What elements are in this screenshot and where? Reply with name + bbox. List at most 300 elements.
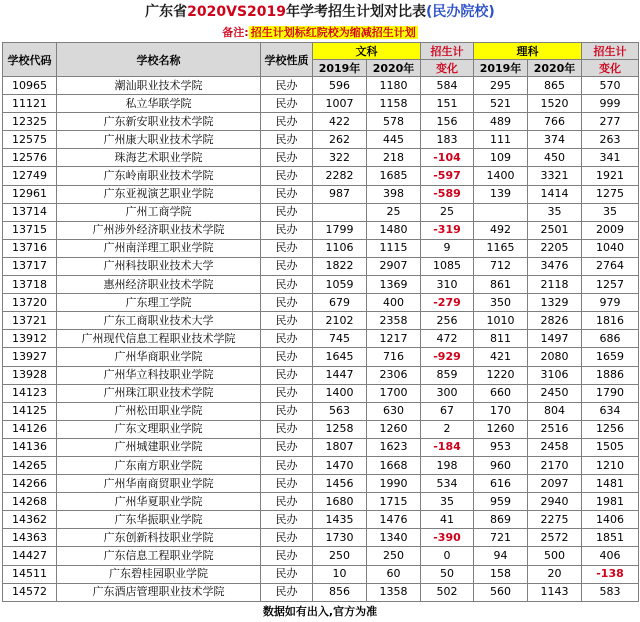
header-like-2019: 2019年 [474, 60, 528, 77]
cell-name: 珠海艺术职业学院 [57, 149, 261, 167]
cell-like-2020: 2170 [528, 456, 582, 474]
cell-type: 民办 [261, 565, 313, 583]
cell-wenke-2019: 679 [313, 294, 367, 312]
cell-like-2019: 1400 [474, 167, 528, 185]
cell-name: 广东理工学院 [57, 294, 261, 312]
cell-wenke-2020: 1623 [367, 438, 421, 456]
cell-type: 民办 [261, 239, 313, 257]
cell-code: 12961 [3, 185, 57, 203]
cell-like-change: 634 [582, 402, 639, 420]
cell-wenke-change: 502 [421, 583, 474, 601]
cell-wenke-2020: 2907 [367, 257, 421, 275]
cell-like-change: 1790 [582, 384, 639, 402]
cell-wenke-2019: 250 [313, 547, 367, 565]
cell-type: 民办 [261, 420, 313, 438]
cell-like-change: 2764 [582, 257, 639, 275]
cell-type: 民办 [261, 167, 313, 185]
table-row [3, 239, 639, 257]
cell-like-2020: 500 [528, 547, 582, 565]
table-row [3, 384, 639, 402]
cell-type: 民办 [261, 475, 313, 493]
cell-code: 12749 [3, 167, 57, 185]
table-row [3, 185, 639, 203]
cell-wenke-2019: 1730 [313, 529, 367, 547]
table-row [3, 131, 639, 149]
title-prefix: 广东省 [145, 4, 188, 20]
cell-wenke-2019: 1447 [313, 366, 367, 384]
cell-wenke-2019: 563 [313, 402, 367, 420]
cell-like-2020: 2501 [528, 221, 582, 239]
cell-name: 广州华南商贸职业学院 [57, 475, 261, 493]
cell-like-2020: 2450 [528, 384, 582, 402]
cell-code: 10965 [3, 77, 57, 95]
header-wenke-change-top: 招生计 [421, 43, 474, 60]
cell-type: 民办 [261, 257, 313, 275]
cell-code: 14362 [3, 511, 57, 529]
cell-wenke-2020: 1715 [367, 493, 421, 511]
cell-wenke-2019: 1400 [313, 384, 367, 402]
cell-like-2019: 959 [474, 493, 528, 511]
cell-wenke-2019: 1807 [313, 438, 367, 456]
cell-like-change: 1921 [582, 167, 639, 185]
header-wenke: 文科 [313, 43, 421, 60]
cell-type: 民办 [261, 294, 313, 312]
cell-wenke-2019: 745 [313, 330, 367, 348]
cell-wenke-change: 310 [421, 276, 474, 294]
cell-wenke-2020: 1217 [367, 330, 421, 348]
header-wenke-2019: 2019年 [313, 60, 367, 77]
cell-like-2020: 2940 [528, 493, 582, 511]
cell-like-change: 1886 [582, 366, 639, 384]
cell-like-2020: 1329 [528, 294, 582, 312]
cell-wenke-2019 [313, 203, 367, 221]
cell-wenke-2020: 218 [367, 149, 421, 167]
cell-wenke-2020: 1685 [367, 167, 421, 185]
cell-like-2020: 2826 [528, 312, 582, 330]
cell-like-change: 570 [582, 77, 639, 95]
header-like: 理科 [474, 43, 582, 60]
cell-wenke-2019: 422 [313, 113, 367, 131]
cell-name: 广东岭南职业技术学院 [57, 167, 261, 185]
cell-like-2020: 3321 [528, 167, 582, 185]
cell-type: 民办 [261, 511, 313, 529]
cell-like-2019: 139 [474, 185, 528, 203]
cell-like-2019: 521 [474, 95, 528, 113]
cell-like-2019: 350 [474, 294, 528, 312]
cell-code: 12576 [3, 149, 57, 167]
cell-like-2019: 170 [474, 402, 528, 420]
cell-wenke-change: 472 [421, 330, 474, 348]
cell-name: 广州华夏职业学院 [57, 493, 261, 511]
cell-like-2019: 616 [474, 475, 528, 493]
cell-name: 私立华联学院 [57, 95, 261, 113]
cell-wenke-change: 9 [421, 239, 474, 257]
table-row [3, 113, 639, 131]
cell-like-2019 [474, 203, 528, 221]
cell-type: 民办 [261, 221, 313, 239]
cell-like-2019: 560 [474, 583, 528, 601]
cell-wenke-2019: 1470 [313, 456, 367, 474]
table-row [3, 583, 639, 601]
header-like-change-bottom: 变化 [582, 60, 639, 77]
cell-wenke-2019: 2282 [313, 167, 367, 185]
cell-name: 广东华振职业学院 [57, 511, 261, 529]
cell-type: 民办 [261, 456, 313, 474]
cell-name: 广东工商职业技术大学 [57, 312, 261, 330]
cell-name: 广州华立科技职业学院 [57, 366, 261, 384]
cell-wenke-change: 2 [421, 420, 474, 438]
cell-name: 惠州经济职业技术学院 [57, 276, 261, 294]
cell-like-2020: 804 [528, 402, 582, 420]
note-line [0, 24, 640, 42]
table-row [3, 547, 639, 565]
cell-code: 14266 [3, 475, 57, 493]
cell-wenke-2019: 856 [313, 583, 367, 601]
cell-wenke-change: -597 [421, 167, 474, 185]
cell-code: 13720 [3, 294, 57, 312]
cell-wenke-2020: 1480 [367, 221, 421, 239]
cell-like-2019: 1165 [474, 239, 528, 257]
header-like-2020: 2020年 [528, 60, 582, 77]
cell-type: 民办 [261, 583, 313, 601]
cell-wenke-2020: 1115 [367, 239, 421, 257]
cell-code: 13721 [3, 312, 57, 330]
table-row [3, 312, 639, 330]
cell-code: 13714 [3, 203, 57, 221]
cell-like-2020: 2275 [528, 511, 582, 529]
cell-wenke-2020: 1158 [367, 95, 421, 113]
cell-wenke-2020: 578 [367, 113, 421, 131]
cell-type: 民办 [261, 185, 313, 203]
cell-like-2019: 111 [474, 131, 528, 149]
cell-wenke-2019: 1456 [313, 475, 367, 493]
cell-code: 14136 [3, 438, 57, 456]
cell-code: 13716 [3, 239, 57, 257]
cell-like-change: 1210 [582, 456, 639, 474]
header-name: 学校名称 [57, 43, 261, 77]
cell-like-change: 1040 [582, 239, 639, 257]
cell-type: 民办 [261, 149, 313, 167]
cell-like-change: 35 [582, 203, 639, 221]
cell-wenke-2020: 1990 [367, 475, 421, 493]
table-row [3, 257, 639, 275]
cell-name: 潮汕职业技术学院 [57, 77, 261, 95]
cell-like-2019: 295 [474, 77, 528, 95]
cell-like-2020: 35 [528, 203, 582, 221]
cell-wenke-2019: 1106 [313, 239, 367, 257]
table-row [3, 149, 639, 167]
cell-type: 民办 [261, 330, 313, 348]
cell-wenke-2020: 1260 [367, 420, 421, 438]
table-row [3, 493, 639, 511]
cell-like-2019: 712 [474, 257, 528, 275]
table-row [3, 77, 639, 95]
cell-like-2019: 721 [474, 529, 528, 547]
cell-like-2020: 2205 [528, 239, 582, 257]
cell-like-change: 1257 [582, 276, 639, 294]
table-row [3, 203, 639, 221]
table-row [3, 167, 639, 185]
cell-type: 民办 [261, 402, 313, 420]
cell-wenke-2020: 2306 [367, 366, 421, 384]
cell-code: 13717 [3, 257, 57, 275]
table-row [3, 221, 639, 239]
cell-code: 12575 [3, 131, 57, 149]
cell-like-change: 1505 [582, 438, 639, 456]
cell-name: 广州松田职业学院 [57, 402, 261, 420]
header-wenke-2020: 2020年 [367, 60, 421, 77]
cell-wenke-2019: 596 [313, 77, 367, 95]
cell-type: 民办 [261, 384, 313, 402]
cell-like-2019: 1220 [474, 366, 528, 384]
table-row [3, 402, 639, 420]
cell-type: 民办 [261, 203, 313, 221]
cell-like-2020: 2572 [528, 529, 582, 547]
cell-wenke-2019: 1799 [313, 221, 367, 239]
cell-like-change: 1256 [582, 420, 639, 438]
cell-like-2019: 953 [474, 438, 528, 456]
cell-name: 广州涉外经济职业技术学院 [57, 221, 261, 239]
cell-wenke-change: 534 [421, 475, 474, 493]
cell-wenke-change: 1085 [421, 257, 474, 275]
cell-code: 14265 [3, 456, 57, 474]
cell-wenke-2020: 1369 [367, 276, 421, 294]
footer-note: 数据如有出入,官方为准 [262, 604, 378, 618]
cell-wenke-2020: 2358 [367, 312, 421, 330]
cell-like-2019: 1010 [474, 312, 528, 330]
cell-like-2019: 421 [474, 348, 528, 366]
cell-code: 13912 [3, 330, 57, 348]
cell-type: 民办 [261, 276, 313, 294]
cell-like-change: 583 [582, 583, 639, 601]
cell-wenke-2019: 322 [313, 149, 367, 167]
cell-type: 民办 [261, 131, 313, 149]
cell-like-2019: 1260 [474, 420, 528, 438]
cell-type: 民办 [261, 529, 313, 547]
cell-wenke-2019: 987 [313, 185, 367, 203]
header-wenke-change-bottom: 变化 [421, 60, 474, 77]
cell-like-2020: 450 [528, 149, 582, 167]
cell-wenke-change: 198 [421, 456, 474, 474]
cell-like-2019: 660 [474, 384, 528, 402]
comparison-table [2, 42, 639, 602]
title-vs: 2020VS2019 [187, 4, 287, 20]
table-row [3, 330, 639, 348]
cell-like-change: 999 [582, 95, 639, 113]
cell-name: 广州南洋理工职业学院 [57, 239, 261, 257]
cell-code: 14126 [3, 420, 57, 438]
table-row [3, 366, 639, 384]
table-row [3, 565, 639, 583]
cell-name: 广东南方职业学院 [57, 456, 261, 474]
cell-wenke-change: 256 [421, 312, 474, 330]
cell-like-2019: 869 [474, 511, 528, 529]
cell-like-change: 1981 [582, 493, 639, 511]
cell-like-2020: 374 [528, 131, 582, 149]
table-row [3, 420, 639, 438]
cell-like-2019: 94 [474, 547, 528, 565]
cell-name: 广州珠江职业技术学院 [57, 384, 261, 402]
cell-code: 13715 [3, 221, 57, 239]
cell-like-2020: 2516 [528, 420, 582, 438]
cell-like-change: 1275 [582, 185, 639, 203]
cell-wenke-2020: 400 [367, 294, 421, 312]
table-row [3, 95, 639, 113]
cell-code: 12325 [3, 113, 57, 131]
cell-name: 广东亚视演艺职业学院 [57, 185, 261, 203]
cell-like-2020: 1414 [528, 185, 582, 203]
table-row [3, 475, 639, 493]
table-row [3, 511, 639, 529]
cell-like-2019: 158 [474, 565, 528, 583]
cell-wenke-2020: 250 [367, 547, 421, 565]
cell-name: 广东碧桂园职业学院 [57, 565, 261, 583]
note-label: 备注: [222, 26, 249, 39]
cell-wenke-2020: 716 [367, 348, 421, 366]
cell-name: 广州现代信息工程职业技术学院 [57, 330, 261, 348]
cell-like-change: 263 [582, 131, 639, 149]
cell-like-2020: 2097 [528, 475, 582, 493]
cell-wenke-2020: 630 [367, 402, 421, 420]
cell-like-2020: 3476 [528, 257, 582, 275]
header-like-change-top: 招生计 [582, 43, 639, 60]
cell-type: 民办 [261, 493, 313, 511]
cell-name: 广州城建职业学院 [57, 438, 261, 456]
cell-name: 广东新安职业技术学院 [57, 113, 261, 131]
cell-wenke-2019: 262 [313, 131, 367, 149]
cell-like-change: 1659 [582, 348, 639, 366]
cell-like-2019: 861 [474, 276, 528, 294]
cell-wenke-change: 859 [421, 366, 474, 384]
title-tag: (民办院校) [426, 4, 495, 20]
cell-like-2020: 865 [528, 77, 582, 95]
cell-wenke-change: 41 [421, 511, 474, 529]
cell-type: 民办 [261, 77, 313, 95]
page-title [0, 0, 640, 24]
cell-wenke-change: 25 [421, 203, 474, 221]
cell-wenke-change: 183 [421, 131, 474, 149]
cell-type: 民办 [261, 547, 313, 565]
cell-name: 广州科技职业技术大学 [57, 257, 261, 275]
cell-wenke-change: 300 [421, 384, 474, 402]
cell-wenke-change: -279 [421, 294, 474, 312]
cell-wenke-2019: 1007 [313, 95, 367, 113]
table-row [3, 438, 639, 456]
cell-like-2019: 960 [474, 456, 528, 474]
cell-wenke-2020: 1700 [367, 384, 421, 402]
cell-wenke-change: 156 [421, 113, 474, 131]
table-row [3, 294, 639, 312]
cell-code: 13927 [3, 348, 57, 366]
cell-like-2019: 489 [474, 113, 528, 131]
cell-like-2020: 2080 [528, 348, 582, 366]
cell-wenke-change: -104 [421, 149, 474, 167]
cell-wenke-change: 584 [421, 77, 474, 95]
cell-name: 广东酒店管理职业技术学院 [57, 583, 261, 601]
cell-wenke-change: -390 [421, 529, 474, 547]
cell-like-change: 341 [582, 149, 639, 167]
cell-like-change: 686 [582, 330, 639, 348]
cell-name: 广东文理职业学院 [57, 420, 261, 438]
cell-wenke-change: -319 [421, 221, 474, 239]
table-row [3, 348, 639, 366]
cell-like-2020: 2118 [528, 276, 582, 294]
cell-code: 14511 [3, 565, 57, 583]
cell-type: 民办 [261, 113, 313, 131]
cell-wenke-change: 151 [421, 95, 474, 113]
cell-wenke-change: -184 [421, 438, 474, 456]
cell-wenke-2019: 1435 [313, 511, 367, 529]
cell-name: 广州华商职业学院 [57, 348, 261, 366]
cell-wenke-change: -589 [421, 185, 474, 203]
cell-wenke-2019: 2102 [313, 312, 367, 330]
cell-name: 广东创新科技职业学院 [57, 529, 261, 547]
cell-wenke-2020: 1340 [367, 529, 421, 547]
cell-wenke-change: 67 [421, 402, 474, 420]
cell-wenke-2020: 1358 [367, 583, 421, 601]
cell-code: 14123 [3, 384, 57, 402]
cell-name: 广东信息工程职业学院 [57, 547, 261, 565]
cell-like-2019: 492 [474, 221, 528, 239]
cell-like-2020: 1497 [528, 330, 582, 348]
cell-wenke-change: 50 [421, 565, 474, 583]
cell-wenke-2019: 1822 [313, 257, 367, 275]
table-row [3, 529, 639, 547]
cell-type: 民办 [261, 312, 313, 330]
cell-like-change: 277 [582, 113, 639, 131]
cell-like-change: -138 [582, 565, 639, 583]
cell-type: 民办 [261, 95, 313, 113]
cell-like-2020: 1520 [528, 95, 582, 113]
table-row [3, 456, 639, 474]
table-row [3, 276, 639, 294]
cell-type: 民办 [261, 438, 313, 456]
cell-name: 广州康大职业技术学院 [57, 131, 261, 149]
cell-wenke-2019: 1645 [313, 348, 367, 366]
cell-wenke-2020: 25 [367, 203, 421, 221]
cell-wenke-change: 0 [421, 547, 474, 565]
cell-like-2019: 811 [474, 330, 528, 348]
cell-like-change: 406 [582, 547, 639, 565]
cell-wenke-2020: 1180 [367, 77, 421, 95]
cell-code: 14363 [3, 529, 57, 547]
cell-wenke-change: -929 [421, 348, 474, 366]
cell-wenke-2020: 398 [367, 185, 421, 203]
cell-type: 民办 [261, 366, 313, 384]
cell-wenke-2019: 1059 [313, 276, 367, 294]
cell-like-change: 1406 [582, 511, 639, 529]
cell-like-change: 1481 [582, 475, 639, 493]
cell-wenke-2020: 60 [367, 565, 421, 583]
cell-wenke-2020: 445 [367, 131, 421, 149]
cell-code: 13928 [3, 366, 57, 384]
cell-type: 民办 [261, 348, 313, 366]
cell-code: 13718 [3, 276, 57, 294]
cell-code: 14268 [3, 493, 57, 511]
cell-like-change: 1851 [582, 529, 639, 547]
cell-like-change: 1816 [582, 312, 639, 330]
cell-like-2020: 1143 [528, 583, 582, 601]
cell-wenke-2019: 10 [313, 565, 367, 583]
title-middle: 年学考招生计划对比表 [286, 4, 427, 20]
cell-wenke-2019: 1258 [313, 420, 367, 438]
cell-like-change: 2009 [582, 221, 639, 239]
header-type: 学校性质 [261, 43, 313, 77]
cell-wenke-2020: 1476 [367, 511, 421, 529]
cell-wenke-change: 35 [421, 493, 474, 511]
cell-code: 11121 [3, 95, 57, 113]
header-code: 学校代码 [3, 43, 57, 77]
